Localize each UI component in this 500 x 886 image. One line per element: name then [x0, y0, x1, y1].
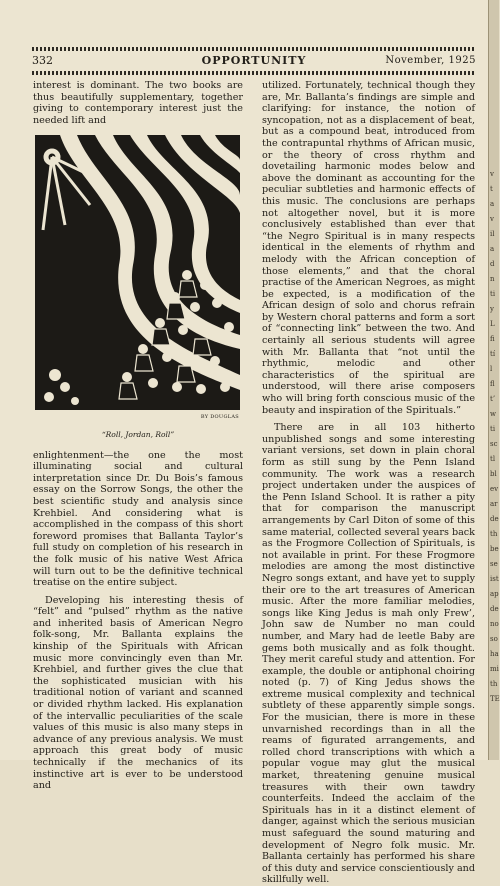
edge-fragment: w	[490, 410, 496, 418]
right-column	[262, 80, 475, 886]
left-column	[33, 80, 243, 792]
right-paragraph-1: utilized. Fortunately, technical though they are, Mr. Ballanta’s findings are simple and clarifying: for instance, the notion of syncopation, not as a displacement of beat, but as a compound beat, introduced from the contrapuntal rhythms of African music, or the theory of cross rhythm and dovetailing harmonic modes below and above the dominant as accounting for the peculiar subtleties and harmonic effects of this music. The conclusions are perhaps not altogether novel, but it is more conclusively established than ever that “the Negro Spiritual is in many respects identical in the elements of rhythm and melody with the African conception of those elements,” and that the choral practise of the American Negroes, as might be expected, is a modification of the African design of solo and chorus refrain by Western choral patterns and form a sort of “connecting link” between the two. And certainly all serious students will agree with Mr. Ballanta that “not until the rhythmic, melodic and other characteristics of the spiritual are understood, will there arise composers who will bring forth conscious music of the beauty and inspiration of the Spirituals.”	[262, 80, 475, 416]
illustration-artwork	[35, 135, 240, 410]
page-number: 332	[32, 54, 53, 67]
edge-fragment: sc	[490, 440, 498, 448]
edge-fragment: tí	[490, 350, 496, 358]
edge-fragment: so	[490, 635, 498, 643]
edge-fragment: ap	[490, 590, 499, 598]
header-rule-bottom	[32, 71, 476, 75]
edge-fragment: TE	[490, 695, 500, 703]
edge-fragment: ti	[490, 290, 496, 298]
edge-fragment: a	[490, 200, 495, 208]
edge-fragment: L	[490, 320, 495, 328]
edge-fragment: v	[490, 170, 494, 178]
illustration-caption: “Roll, Jordan, Roll”	[101, 429, 175, 439]
edge-fragment: l	[490, 365, 493, 373]
left-paragraph-2: Developing his interesting thesis of “felt” and “pulsed” rhythm as the native and inherited basis of American Negro folk-song, Mr. Ballanta explains the kinship of the Spirituals with African music more convincingly even than Mr. Krehbiel, and further gives the clue that the sophisticated musician with his traditional notion of variant and scanned or divided rhythm lacked. His explanation of the intervallic peculiarities of the scale values of this music is also many steps in advance of any previous analysis. We must approach this great body of music technically if the mechanics of its instinctive art is ever to be understood and	[33, 594, 243, 792]
illustration	[35, 135, 240, 410]
edge-fragment: ist	[490, 575, 499, 583]
page-header	[32, 54, 476, 68]
edge-fragment: th	[490, 680, 498, 688]
edge-fragment: be	[490, 545, 499, 553]
edge-fragment: a	[490, 245, 495, 253]
edge-fragment: fi	[490, 335, 495, 343]
right-paragraph-2: There are in all 103 hitherto unpublished songs and some interesting variant versions, set down in plain choral form as still sung by the Penn Island community. The work was a research project undertaken under the auspices of the Penn Island School. It is rather a pity that for comparison the manuscript arrangements by Carl Diton of some of this same material, collected several years back as the Frogmore Collection of Spirituals, is not available in print. For these Frogmore melodies are among the most distinctive Negro songs extant, and have yet to supply their ore to the art treasures of American music. After the more familiar melodies, songs like King Jedus is mah only Frew’, John saw de Number no man could number, and Mary had de leetle Baby are gems both musically and as folk thought. They merit careful study and attention. For example, the double or antiphonal choiring noted (p. 7) of King Jedus shows the extreme musical complexity and technical subtlety of these apparently simple songs. For the musician, there is more in these unvarnished recordings than in all the reams of figurated arrangements, and rolled chord transcriptions with which a popular vogue may glut the musical market, threatening genuine musical treasures with their own tawdry counterfeits. Indeed the acclaim of the Spirituals has in it a distinct element of danger, against which the serious musician must safeguard the sound maturing and development of Negro folk music. Mr. Ballanta certainly has performed his share of this duty and service conscientiously and skillfully well.	[262, 422, 475, 886]
edge-fragment: se	[490, 560, 498, 568]
header-rule-top	[32, 47, 476, 51]
edge-fragment: de	[490, 515, 499, 523]
edge-fragment: y	[490, 305, 494, 313]
edge-fragment: de	[490, 605, 499, 613]
edge-fragment: no	[490, 620, 499, 628]
left-top-text: interest is dominant. The two books are thus beautifully supplementary, together giving to contemporary interest just the needed lift and	[33, 80, 243, 126]
edge-fragment: ar	[490, 500, 498, 508]
issue-date: November, 1925	[385, 55, 476, 66]
edge-fragment: t’	[490, 395, 496, 403]
magazine-title: OPPORTUNITY	[201, 54, 307, 67]
adjacent-page-edge	[488, 0, 499, 760]
illustration-credit: BY DOUGLAS	[200, 414, 239, 421]
edge-fragment: ti	[490, 425, 496, 433]
edge-fragment: ev	[490, 485, 499, 493]
edge-fragment: n	[490, 275, 495, 283]
edge-fragment: bl	[490, 470, 497, 478]
edge-fragment: mi	[490, 665, 499, 673]
left-paragraph-1: enlightenment—the one the most illuminating social and cultural interpretation since Dr. Du Bois’s famous essay on the Sorrow Songs, the other the best scientific study and analysis since Krehbiel. And considering what is accomplished in the compass of this short foreword promises that Ballanta Taylor’s full study on completion of his research in the folk music of his native West Africa will turn out to be the definitive technical treatise on the entire subject.	[33, 449, 243, 589]
edge-fragment: fl	[490, 380, 495, 388]
edge-fragment: ha	[490, 650, 499, 658]
edge-fragment: il	[490, 230, 495, 238]
edge-fragment: v	[490, 215, 494, 223]
edge-fragment: tl	[490, 455, 496, 463]
edge-fragment: t	[490, 185, 493, 193]
edge-fragment: d	[490, 260, 495, 268]
edge-fragment: th	[490, 530, 498, 538]
